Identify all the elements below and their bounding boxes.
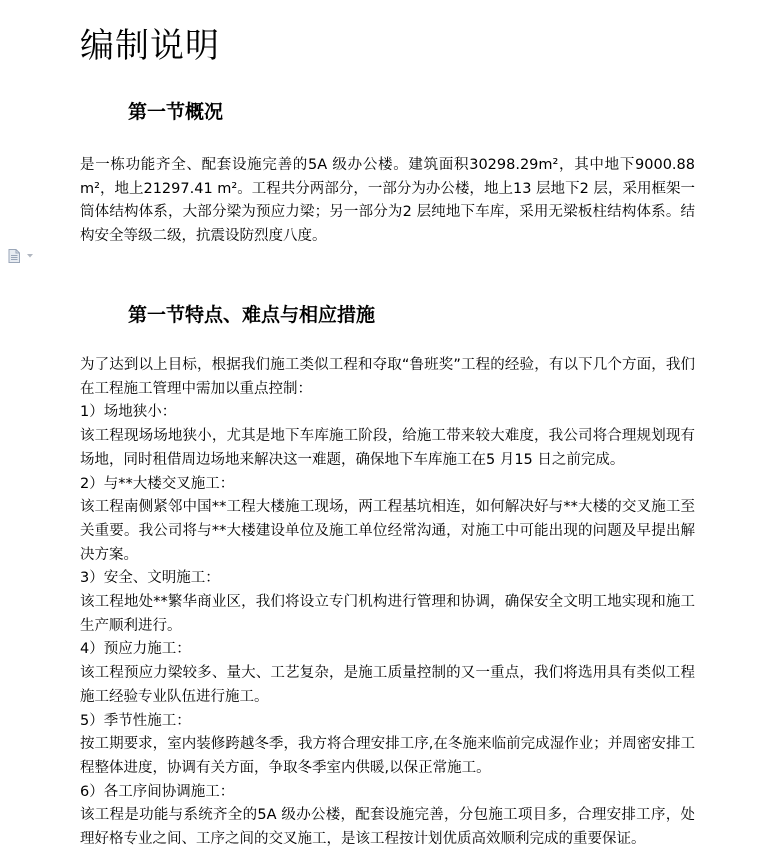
item-paragraph: 按工期要求，室内装修跨越冬季，我方将合理安排工序,在冬施来临前完成湿作业；并周密安排工程整体进度，协调有关方面，争取冬季室内供暖,以保正常施工。 xyxy=(80,736,695,776)
item-paragraph: 该工程预应力梁较多、量大、工艺复杂，是施工质量控制的又一重点，我们将选用具有类似工程施工经验专业队伍进行施工。 xyxy=(80,665,695,705)
item-paragraph: 该工程地处**繁华商业区，我们将设立专门机构进行管理和协调，确保安全文明工地实现和施工生产顺利进行。 xyxy=(80,594,695,634)
item-heading: 2）与**大楼交叉施工： xyxy=(80,475,235,492)
document-icon xyxy=(8,249,20,263)
item-heading: 6）各工序间协调施工： xyxy=(80,783,235,800)
caret-down-icon xyxy=(27,254,33,258)
item-heading: 4）预应力施工： xyxy=(80,641,191,658)
item-heading: 3）安全、文明施工： xyxy=(80,570,220,587)
overview-paragraph: 是一栋功能齐全、配套设施完善的5A 级办公楼。建筑面积30298.29m²，其中地下9000.88 m²，地上21297.41 m²。工程共分两部分，一部分为办公楼，地上13 层地下2 层，采用框架一筒体结构体系，大部分梁为预应力梁；另一部分为2 层纯地下车库，采用无梁板柱结构体系。结构安全等级二级，抗震设防烈度八度。 xyxy=(80,157,695,245)
section-heading-key-points: 第一节特点、难点与相应措施 xyxy=(128,304,376,326)
item-paragraph: 该工程南侧紧邻中国**工程大楼施工现场，两工程基坑相连，如何解决好与**大楼的交叉施工至关重要。我公司将与**大楼建设单位及施工单位经常沟通，对施工中可能出现的问题及早提出解决方案。 xyxy=(80,499,695,563)
document-options-button[interactable] xyxy=(8,249,38,263)
section-heading-overview: 第一节概况 xyxy=(128,101,224,123)
item-heading: 5）季节性施工： xyxy=(80,712,191,729)
item-paragraph: 该工程是功能与系统齐全的5A 级办公楼，配套设施完善，分包施工项目多，合理安排工序，处理好格专业之间、工序之间的交叉施工，是该工程按计划优质高效顺利完成的重要保证。 xyxy=(80,807,695,848)
item-paragraph: 该工程现场场地狭小，尤其是地下车库施工阶段，给施工带来较大难度，我公司将合理规划现有场地，同时租借周边场地来解决这一难题，确保地下车库施工在5 月15 日之前完成。 xyxy=(80,428,695,468)
intro-paragraph: 为了达到以上目标，根据我们施工类似工程和夺取“鲁班奖”工程的经验，有以下几个方面，我们在工程施工管理中需加以重点控制： xyxy=(80,357,695,397)
document-title: 编制说明 xyxy=(80,26,220,66)
item-heading: 1）场地狭小： xyxy=(80,404,177,421)
key-points-body xyxy=(80,354,695,852)
